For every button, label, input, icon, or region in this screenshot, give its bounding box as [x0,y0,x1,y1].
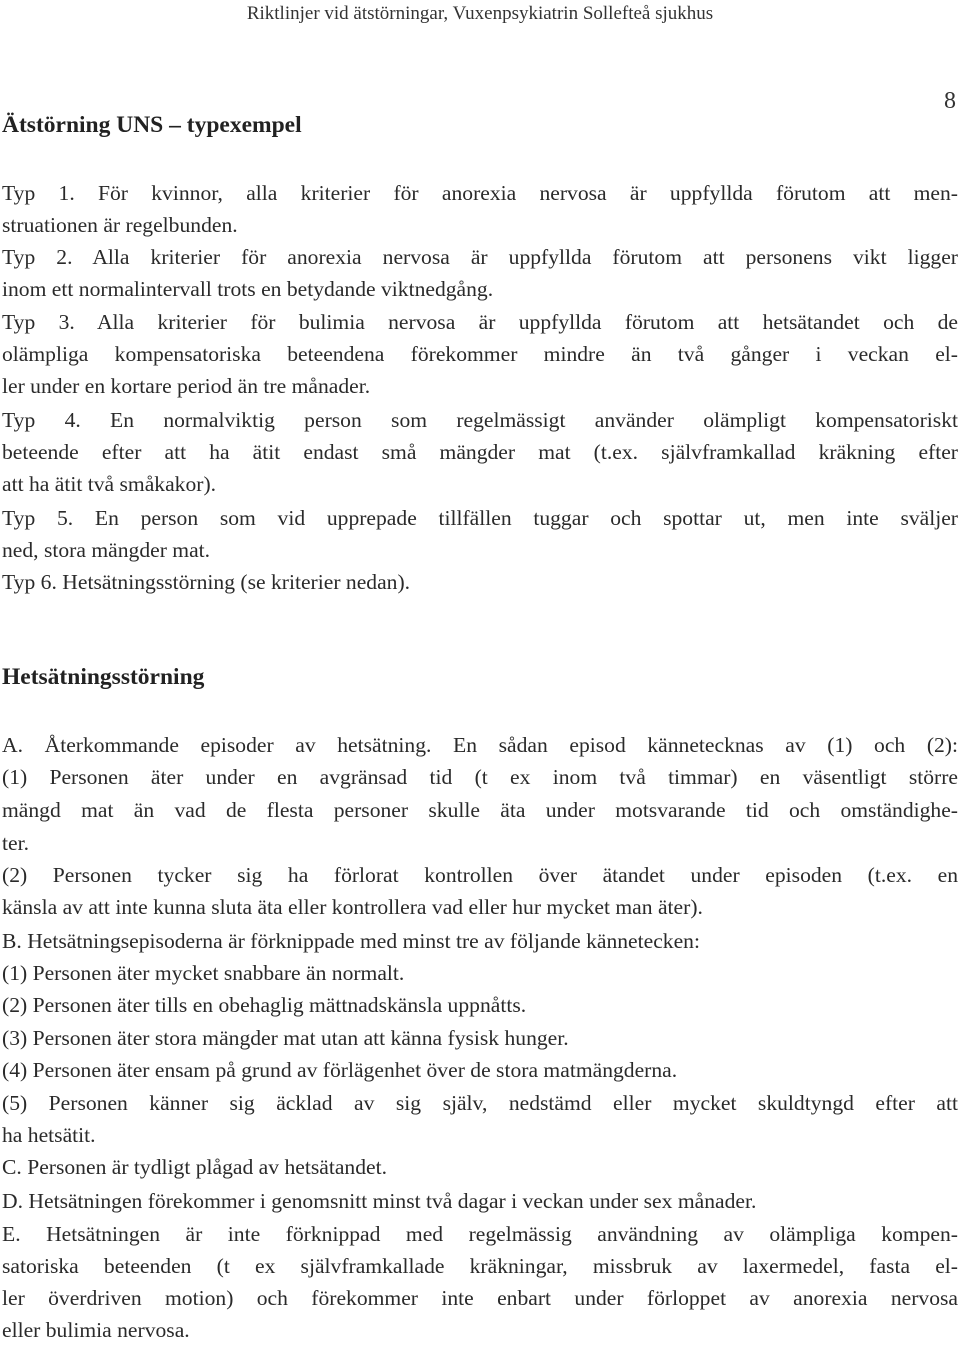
text-line: (3) Personen äter stora mängder mat utan att känna fysisk hunger. [2,1026,569,1050]
text-line: känsla av att inte kunna sluta äta eller kontrollera vad eller hur mycket man äter). [2,895,703,919]
text-line: olämpliga kompensatoriska beteendena förekommer mindre än två gånger i veckan el- [2,342,958,366]
text-line: (2) Personen tycker sig ha förlorat kontrollen över ätandet under episoden (t.ex. en [2,863,958,887]
text-line: B. Hetsätningsepisoderna är förknippade med minst tre av följande kännetecken: [2,929,700,953]
text-line: C. Personen är tydligt plågad av hetsätandet. [2,1155,387,1179]
text-line: (5) Personen känner sig äcklad av sig själv, nedstämd eller mycket skuldtyngd efter att [2,1091,958,1115]
text-line: beteende efter att ha ätit endast små mängder mat (t.ex. självframkallad kräkning efter [2,440,958,464]
text-line: (1) Personen äter under en avgränsad tid (t ex inom två timmar) en väsentligt större [2,765,958,789]
text-line: ler under en kortare period än tre månader. [2,374,371,398]
section-heading-hetsatningsstorning: Hetsätningsstörning [2,664,205,690]
text-line: Typ 5. En person som vid upprepade tillfällen tuggar och spottar ut, men inte sväljer [2,506,958,530]
section-heading-uns: Ätstörning UNS – typexempel [2,112,302,138]
text-line: Typ 3. Alla kriterier för bulimia nervosa är uppfyllda förutom att hetsätandet och de [2,310,958,334]
text-line: Typ 4. En normalviktig person som regelmässigt använder olämpligt kompensatoriskt [2,408,958,432]
text-line: Typ 1. För kvinnor, alla kriterier för anorexia nervosa är uppfyllda förutom att men- [2,181,958,205]
text-line: A. Återkommande episoder av hetsätning. En sådan episod kännetecknas av (1) och (2): [2,733,958,757]
text-line: (2) Personen äter tills en obehaglig mättnadskänsla uppnåtts. [2,993,527,1017]
text-line: struationen är regelbunden. [2,213,238,237]
text-line: satoriska beteenden (t ex självframkallade kräkningar, missbruk av laxermedel, fasta el- [2,1254,958,1278]
text-line: (1) Personen äter mycket snabbare än normalt. [2,961,405,985]
text-line: eller bulimia nervosa. [2,1318,190,1342]
text-line: ler överdriven motion) och förekommer inte enbart under förloppet av anorexia nervosa [2,1286,958,1310]
page-number: 8 [944,88,956,114]
text-line: D. Hetsätningen förekommer i genomsnitt minst två dagar i veckan under sex månader. [2,1189,757,1213]
text-line: mängd mat än vad de flesta personer skulle äta under motsvarande tid och omständighe- [2,798,958,822]
text-line: Typ 2. Alla kriterier för anorexia nervosa är uppfyllda förutom att personens vikt ligger [2,245,958,269]
text-line: ter. [2,831,29,855]
text-line: ha hetsätit. [2,1123,96,1147]
text-line: att ha ätit två småkakor). [2,472,217,496]
text-line: (4) Personen äter ensam på grund av förlägenhet över de stora matmängderna. [2,1058,678,1082]
running-header: Riktlinjer vid ätstörningar, Vuxenpsykiatrin Sollefteå sjukhus [246,3,714,24]
text-line: ned, stora mängder mat. [2,538,211,562]
text-line: inom ett normalintervall trots en betydande viktnedgång. [2,277,494,301]
text-line: Typ 6. Hetsätningsstörning (se kriterier nedan). [2,570,411,594]
text-line: E. Hetsätningen är inte förknippad med regelmässig användning av olämpliga kompen- [2,1222,958,1246]
